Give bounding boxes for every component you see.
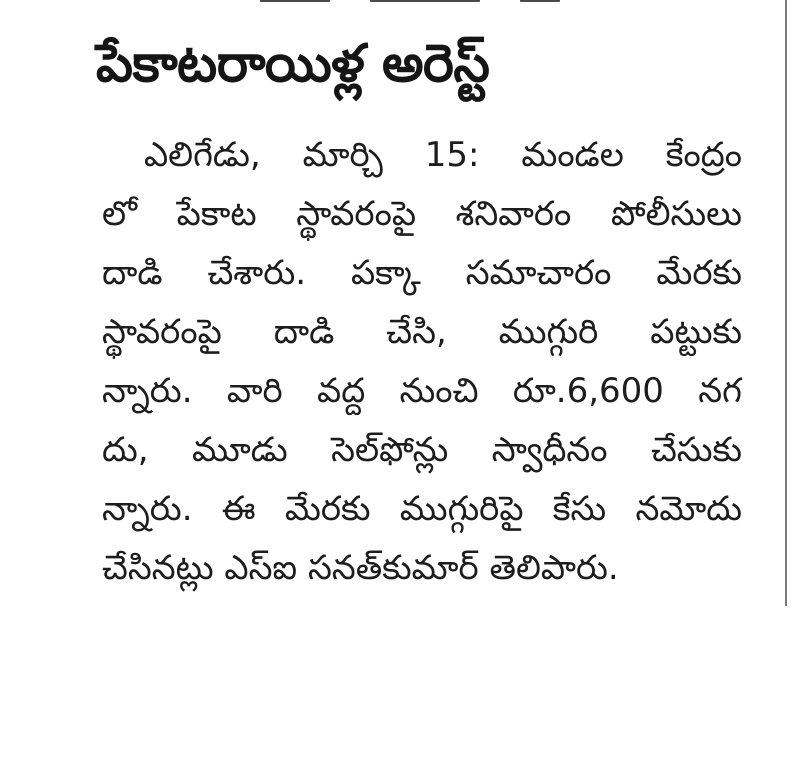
cropped-previous-article (100, 0, 580, 6)
article-line: దాడి చేశారు. పక్కా సమాచారం మేరకు (102, 253, 742, 293)
cropped-text-fragment (260, 0, 330, 2)
column-divider (785, 0, 787, 606)
article-line: లో పేకాట స్థావరంపై శనివారం పోలీసులు (102, 194, 742, 234)
article-line: న్నారు. వారి వద్ద నుంచి రూ.6,600 నగ (102, 371, 742, 411)
article-line: న్నారు. ఈ మేరకు ముగ్గురిపై కేసు నమోదు (102, 489, 742, 529)
article-line: ఎలిగేడు, మార్చి 15: మండల కేంద్రం (144, 135, 742, 175)
cropped-text-fragment (370, 0, 480, 2)
article-line: స్థావరంపై దాడి చేసి, ముగ్గురి పట్టుకు (102, 312, 742, 352)
article-line: చేసినట్లు ఎస్ఐ సనత్‌కుమార్ తెలిపారు. (102, 548, 619, 588)
article-headline: పేకాటరాయిళ్ల అరెస్ట్ (96, 34, 490, 94)
article-body (102, 126, 742, 598)
cropped-text-fragment (520, 0, 560, 2)
article-line: దు, మూడు సెల్‌ఫోన్లు స్వాధీనం చేసుకు (102, 430, 742, 470)
